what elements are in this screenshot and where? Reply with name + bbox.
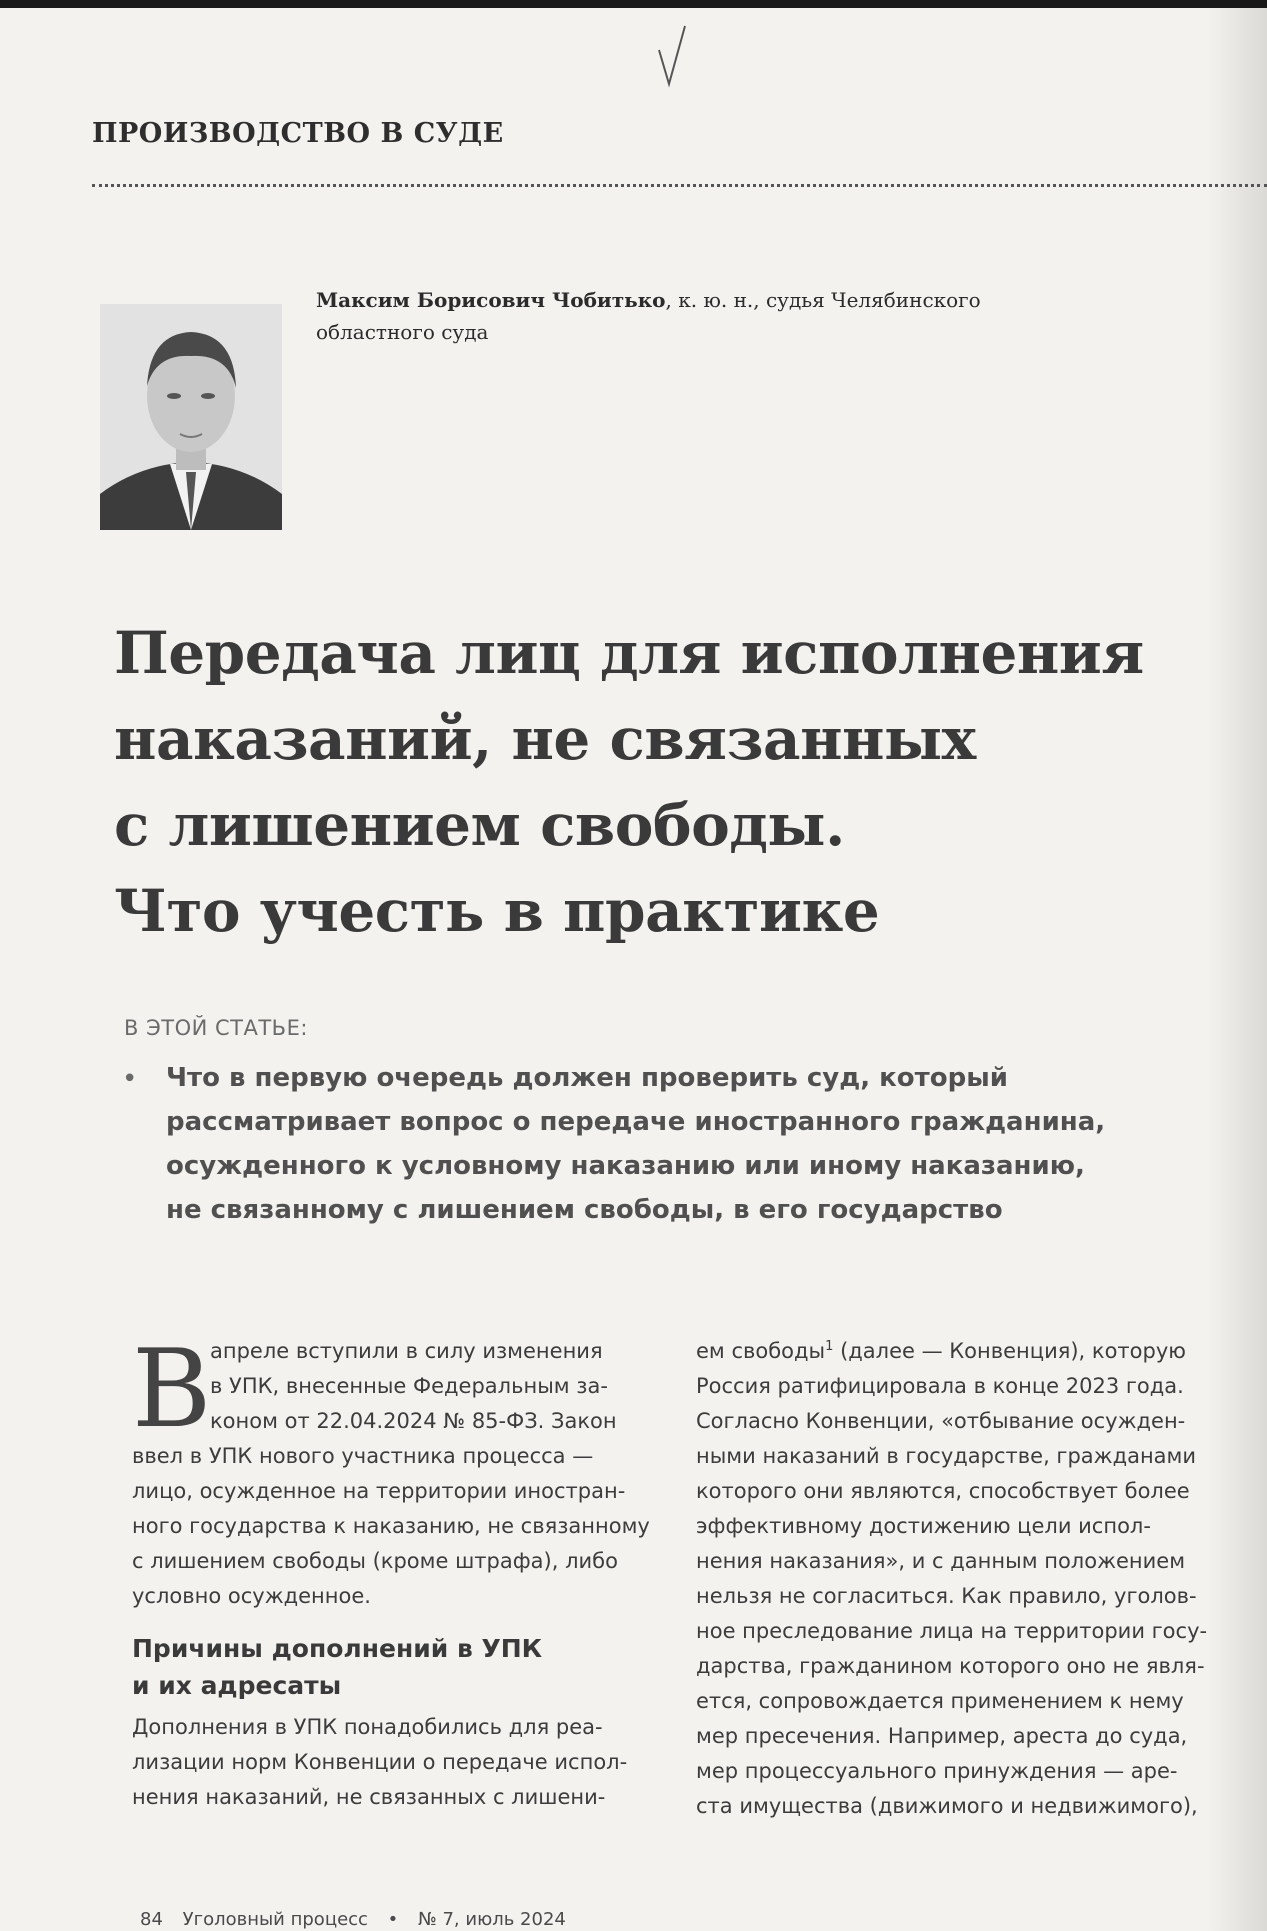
body-line: дарства, гражданином которого оно не явля-	[696, 1654, 1205, 1678]
headline-line: Что учесть в практике	[114, 877, 880, 945]
author-name: Максим Борисович Чобитько	[316, 288, 666, 312]
body-line: коном от 22.04.2024 № 85-ФЗ. Закон	[210, 1409, 617, 1433]
body-line: Дополнения в УПК понадобились для реа-	[132, 1715, 603, 1739]
body-line: которого они являются, способствует более	[696, 1479, 1190, 1503]
author-affiliation: областного суда	[316, 320, 489, 344]
body-text: (далее — Конвенция), которую	[833, 1339, 1186, 1363]
subheading-line: Причины дополнений в УПК	[132, 1634, 543, 1663]
body-column-left	[132, 1327, 660, 1815]
footnote-reference[interactable]: 1	[825, 1339, 834, 1354]
issue-info: № 7, июль 2024	[418, 1909, 566, 1930]
author-credentials: , к. ю. н., судья Челябинского	[665, 288, 981, 312]
subheading-line: и их адресаты	[132, 1671, 342, 1700]
bullet-line: Что в первую очередь должен проверить суд, который	[166, 1063, 1008, 1093]
body-line	[696, 1334, 1236, 1369]
body-line: Согласно Конвенции, «отбывание осужден-	[696, 1409, 1186, 1433]
bullet-icon: •	[122, 1064, 138, 1094]
body-line: апреле вступили в силу изменения	[210, 1339, 603, 1363]
author-portrait-image	[100, 304, 282, 530]
headline-line: Передача лиц для исполнения	[114, 619, 1144, 687]
headline-line: с лишением свободы.	[114, 791, 845, 859]
body-line: условно осужденное.	[132, 1584, 371, 1608]
body-line: эффективному достижению цели испол-	[696, 1514, 1151, 1538]
bullet-line: не связанному с лишением свободы, в его государство	[166, 1195, 1003, 1225]
drop-cap: В	[132, 1327, 212, 1452]
section-title: ПРОИЗВОДСТВО В СУДЕ	[92, 118, 504, 149]
body-text: ем свободы	[696, 1339, 826, 1363]
body-line: с лишением свободы (кроме штрафа), либо	[132, 1549, 618, 1573]
page-number: 84	[140, 1909, 163, 1930]
body-line: лизации норм Конвенции о передаче испол-	[132, 1750, 628, 1774]
bullet-line: осужденного к условному наказанию или иному наказанию,	[166, 1151, 1085, 1181]
body-line: ное преследование лица на территории госу-	[696, 1619, 1208, 1643]
footer-separator: •	[387, 1909, 399, 1930]
journal-name: Уголовный процесс	[182, 1909, 368, 1930]
body-line: нельзя не согласиться. Как правило, уголов-	[696, 1584, 1197, 1608]
body-line: мер пресечения. Например, ареста до суда,	[696, 1724, 1188, 1748]
body-line: ными наказаний в государстве, гражданами	[696, 1444, 1197, 1468]
handwritten-check-mark	[655, 20, 691, 90]
intro-paragraph	[132, 1327, 660, 1614]
body-line: нения наказания», и с данным положением	[696, 1549, 1186, 1573]
headline-line: наказаний, не связанных	[114, 705, 976, 773]
body-line: ввел в УПК нового участника процесса —	[132, 1444, 594, 1468]
body-line: ется, сопровождается применением к нему	[696, 1689, 1184, 1713]
body-column-right	[696, 1334, 1236, 1824]
bullet-line: рассматривает вопрос о передаче иностранного гражданина,	[166, 1107, 1106, 1137]
in-this-article-label: В ЭТОЙ СТАТЬЕ:	[124, 1016, 308, 1040]
body-line: Россия ратифицировала в конце 2023 года.	[696, 1374, 1184, 1398]
author-photo	[100, 304, 282, 530]
section-divider	[92, 184, 1267, 187]
author-byline	[316, 284, 1076, 348]
body-line: ного государства к наказанию, не связанному	[132, 1514, 650, 1538]
body-line: лицо, осужденное на территории иностран-	[132, 1479, 626, 1503]
body-line: мер процессуального принуждения — аре-	[696, 1759, 1178, 1783]
subheading	[132, 1630, 660, 1704]
body-line: ста имущества (движимого и недвижимого),	[696, 1794, 1198, 1818]
body-line: в УПК, внесенные Федеральным за-	[210, 1374, 608, 1398]
scan-top-edge	[0, 0, 1267, 8]
paragraph	[132, 1710, 660, 1815]
article-headline	[114, 610, 1214, 954]
page-footer	[140, 1909, 580, 1930]
body-line: нения наказаний, не связанных с лишени-	[132, 1785, 606, 1809]
in-this-article-item	[166, 1056, 1186, 1232]
